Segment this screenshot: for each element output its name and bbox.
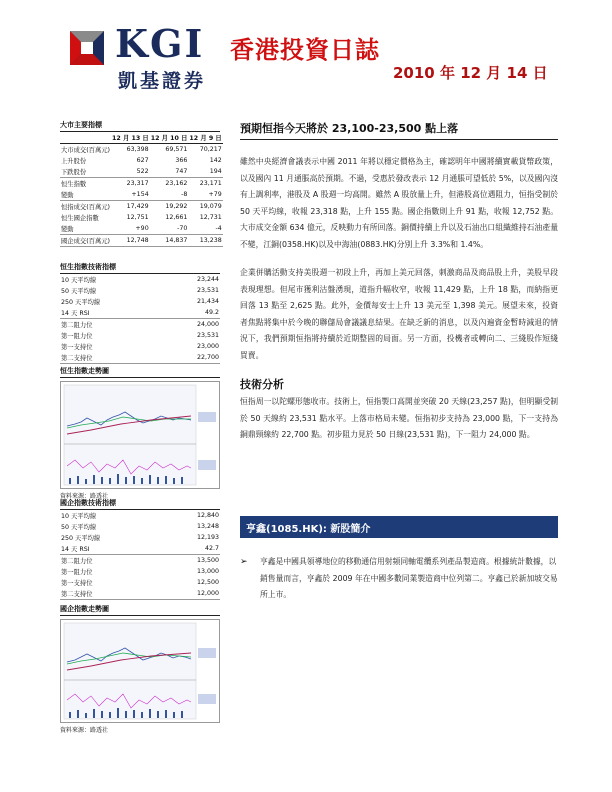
row-label: 14 天 RSI [60,307,161,319]
row-label: 下跌股份 [60,166,111,178]
hsi-chart-image [60,381,220,489]
row-label: 第一阻力位 [61,569,93,576]
cell: 366 [175,157,188,164]
row-label: 第一支持位 [61,344,93,351]
cell: -4 [188,223,222,235]
table-row [60,274,220,285]
technical-analysis-heading: 技術分析 [240,378,284,391]
company-bullet [240,554,558,604]
cell: 12,661 [165,214,188,221]
hscei-technical-title: 國企指數技術指標 [60,498,220,510]
column-header: 12 月 9 日 [188,132,222,144]
cell: 17,429 [126,203,149,210]
hsi-technical-title: 恒生指數技術指標 [60,262,220,274]
cell: 12,751 [126,214,149,221]
cell: 12,500 [196,579,219,586]
row-label: 第一阻力位 [61,333,93,340]
row-label: 250 天平均線 [61,535,101,542]
cell: 194 [188,166,222,178]
hscei-chart-title: 國企指數走勢圖 [60,604,220,616]
cell: 69,571 [165,146,188,153]
cell: 23,317 [126,180,149,187]
cell: 627 [136,157,149,164]
cell: 13,000 [196,568,219,575]
cell: 13,238 [188,235,222,247]
cell: 63,398 [126,146,149,153]
row-label: 變動 [60,223,111,235]
cell: 13,248 [196,523,219,530]
row-label: 恒指成交(百萬元) [61,204,110,211]
cell: 70,217 [199,146,222,153]
cell: 12,731 [199,214,222,221]
cell: 49.2 [161,307,220,319]
table-row [60,189,223,201]
article-paragraph-2: 企業併購活動支持美股週一初段上升，再加上美元回落，刺激商品及商品股上升，美股早段表現理想。但尾市獲利沽盤湧現，道指升幅收窄，收報 11,429 點，上升 18 點，而納指更回落 13 點至 2,625 點。此外，金價每安士上升 13 美元至 1,398 美元。展望未來，投資者焦點將集中於今晚的聯儲局會議議息結果。在缺乏新的消息，以及內遍資金暫時減退的情況下，我們預期恒指將持續於近期整固的局面。另一方面，投機者或轉向二、三綫股作短綫買賣。 [240,268,558,360]
cell: 12,748 [111,235,150,247]
row-label: 大市成交(百萬元) [61,147,110,154]
article-paragraph-1: 雖然中央經濟會議表示中國 2011 年將以穩定價格為主，確認明年中國將續實載貨幣政策，以及國內 11 月通脹高於預期。不過，受惠於發改表示 12 月通脹可望低於 5%，以及國內沒有上調利率，港股及 A 股週一均高開。雖然 A 股放量上升，但港股高位遇阻力，恒指受制於 50 天平均線，收報 23,318 點，上升 155 點。國企指數則上升 91 點，收報 12,752 點。大市成交金額 634 億元，反映動力有所回落。銅價持續上升以及石油出口組織維持石油產量不變，江銅(0358.HK)以及中海油(0883.HK)分別上升 3.3%和 1.4%。 [240,157,558,249]
row-label: 第二阻力位 [61,322,93,329]
cell: 24,000 [196,321,219,328]
market-indicators-section [60,120,220,247]
hscei-chart-image [60,619,220,723]
kgi-logo-text: KGI [115,21,205,66]
hsi-chart-source: 資料來源：路透社 [60,493,109,500]
table-row [60,285,220,296]
row-label: 恒生指數 [61,181,87,188]
bullet-arrow-icon: ➢ [240,557,248,567]
cell: +154 [111,189,150,201]
table-row [60,532,220,543]
market-indicators-title: 大市主要指標 [60,120,220,132]
cell: -8 [150,189,189,201]
cell: 23,244 [196,276,219,283]
table-row [60,543,220,555]
cell: 22,700 [161,352,220,364]
cell: 23,162 [165,180,188,187]
cell: 19,079 [199,203,222,210]
table-row [60,555,220,567]
table-row [60,521,220,532]
company-header-bar: 亨鑫(1085.HK): 新股簡介 [240,516,558,538]
table-row [60,319,220,331]
row-label: 第二支持位 [60,352,161,364]
row-label: 10 天平均線 [61,277,97,284]
cell: 142 [209,157,222,164]
kgi-logo-subtitle: 凱基證券 [118,70,207,92]
row-label: 第二阻力位 [61,558,93,565]
cell: 12,000 [161,588,220,600]
table-row [60,577,220,588]
table-row [60,144,223,156]
table-row [60,201,223,213]
article-section [240,120,558,444]
cell: +90 [111,223,150,235]
table-row [60,566,220,577]
cell: 23,000 [196,343,219,350]
company-description: 亨鑫是中國具領導地位的移動通信用射頻同軸電纜系列產品製造商。根據統計數據，以銷售量而言，亨鑫於 2009 年在中國多數同業製造商中位列第二。亨鑫已於新加坡交易所上市。 [260,557,558,599]
table-header-row [60,132,223,144]
hscei-technical-table [60,510,220,600]
column-header: 12 月 13 日 [111,132,150,144]
column-header: 12 月 10 日 [150,132,189,144]
table-row [60,307,220,319]
cell: 19,292 [165,203,188,210]
row-label: 50 天平均線 [61,524,97,531]
technical-analysis-paragraph: 恒指周一以陀螺形態收市。技術上，恒指製口高開並突破 20 天線(23,257 點)，但明顯受制於 50 天線約 23,531 點水平。上落市格局未變。恒指初步支持為 23,000 點，下一支持為銅鼎頸線約 22,700 點。初步阻力見於 50 日線(23,531 點)，下一阻力 24,000 點。 [240,397,558,439]
publication-date: 2010 年 12 月 14 日 [393,64,548,82]
cell: 522 [111,166,150,178]
hsi-technical-table [60,274,220,364]
cell: 13,500 [196,557,219,564]
row-label: 第一支持位 [61,580,93,587]
hscei-chart-graphic [61,620,219,722]
cell: 14,837 [150,235,189,247]
table-row [60,341,220,352]
cell: +79 [188,189,222,201]
row-label: 上升股份 [61,158,87,165]
hscei-technical-section [60,498,220,734]
table-row [60,352,220,364]
table-row [60,223,223,235]
hscei-chart-source: 資料來源：路透社 [60,727,109,734]
hsi-technical-section [60,262,220,500]
row-label: 變動 [60,189,111,201]
table-row [60,588,220,600]
table-row [60,510,220,521]
row-label: 50 天平均線 [61,288,97,295]
cell: 21,434 [196,298,219,305]
row-label: 第二支持位 [60,588,161,600]
company-section [240,516,558,604]
table-row [60,330,220,341]
cell: -70 [150,223,189,235]
table-row [60,296,220,307]
hsi-chart-graphic [61,382,219,488]
row-label: 恒生國企指數 [61,215,99,222]
cell: 42.7 [161,543,220,555]
table-row [60,166,223,178]
cell: 23,531 [196,332,219,339]
cell: 12,840 [196,512,219,519]
publication-title: 香港投資日誌 [230,36,380,64]
cell: 23,171 [199,180,222,187]
row-label: 國企成交(百萬元) [60,235,111,247]
table-row [60,178,223,190]
row-label: 250 天平均線 [61,299,101,306]
cell: 12,193 [196,534,219,541]
hsi-chart-title: 恒生指數走勢圖 [60,366,220,378]
table-row [60,155,223,166]
table-row [60,235,223,247]
row-label: 14 天 RSI [60,543,161,555]
article-title: 預期恒指今天將於 23,100-23,500 點上落 [240,120,558,140]
kgi-logo-mark [70,31,104,65]
cell: 23,531 [196,287,219,294]
row-label: 10 天平均線 [61,513,97,520]
market-indicators-table [60,132,223,247]
table-row [60,212,223,223]
cell: 747 [150,166,189,178]
